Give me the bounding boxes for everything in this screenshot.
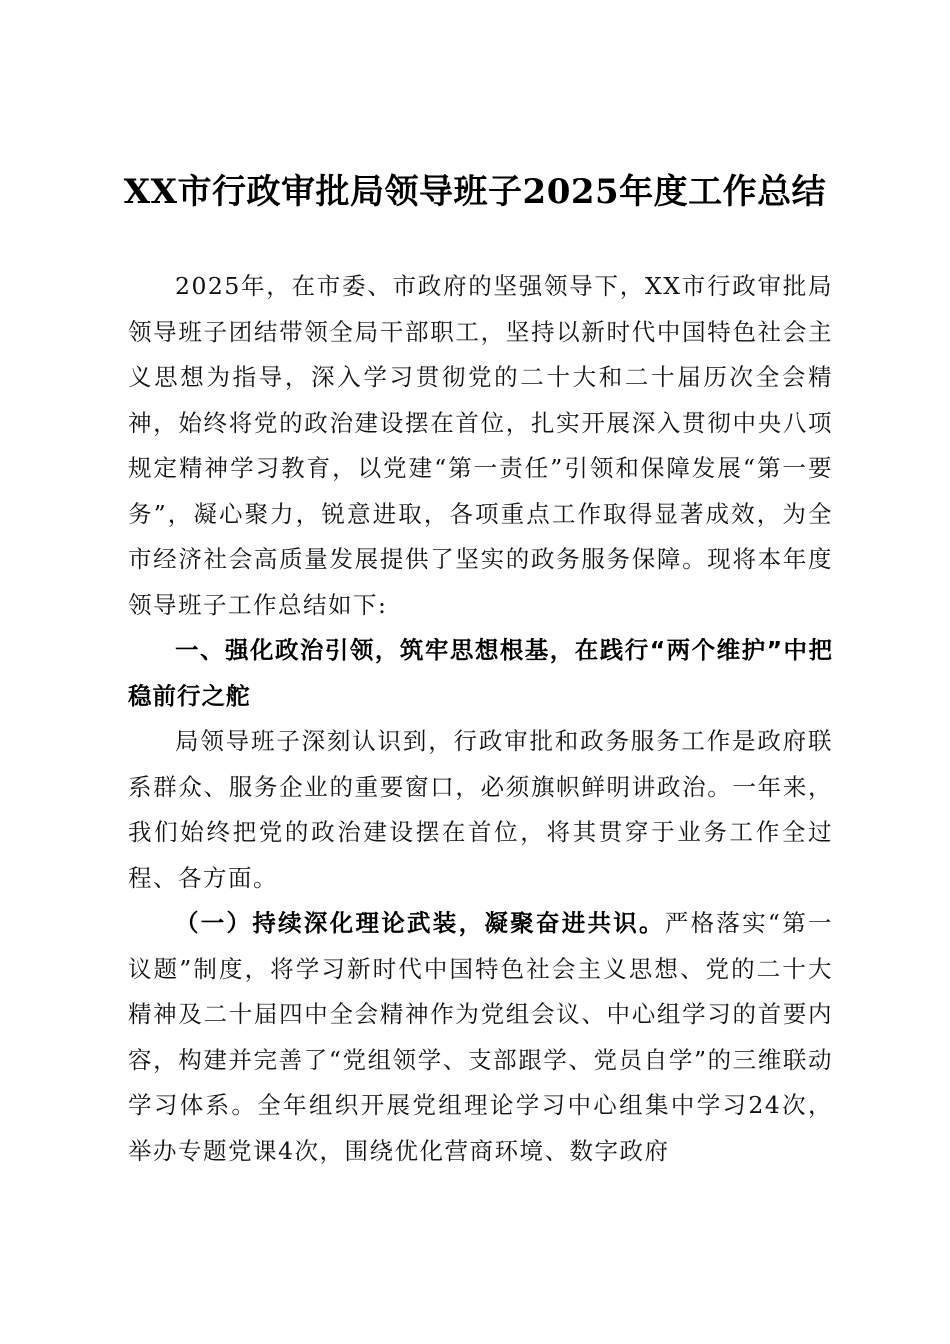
intro-paragraph: 2025年，在市委、市政府的坚强领导下，XX市行政审批局领导班子团结带领全局干部职工，坚持以新时代中国特色社会主义思想为指导，深入学习贯彻党的二十大和二十届历次全会精神，始终将党的政治建设摆在首位，扎实开展深入贯彻中央八项规定精神学习教育，以党建“第一责任”引领和保障发展“第一要务”，凝心聚力，锐意进取，各项重点工作取得显著成效，为全市经济社会高质量发展提供了坚实的政务服务保障。现将本年度领导班子工作总结如下:	[128, 272, 833, 619]
subsection-1-heading: （一）持续深化理论武装，凝聚奋进共识。	[175, 909, 665, 937]
section-1-intro-paragraph: 局领导班子深刻认识到，行政审批和政务服务工作是政府联系群众、服务企业的重要窗口，必须旗帜鲜明讲政治。一年来，我们始终把党的政治建设摆在首位，将其贯穿于业务工作全过程、各方面。	[128, 727, 833, 892]
subsection-1-paragraph	[128, 901, 833, 1174]
subsection-1-text: 严格落实“第一议题”制度，将学习新时代中国特色社会主义思想、党的二十大精神及二十届四中全会精神作为党组会议、中心组学习的首要内容，构建并完善了“党组领学、支部跟学、党员自学”的三维联动学习体系。全年组织开展党组理论学习中心组集中学习24次，举办专题党课4次，围绕优化营商环境、数字政府	[128, 909, 834, 1165]
document-body	[128, 264, 833, 1174]
section-heading-1: 一、强化政治引领，筑牢思想根基，在践行“两个维护”中把稳前行之舵	[128, 636, 833, 710]
document-title: XX市行政审批局领导班子2025年度工作总结	[123, 172, 827, 212]
